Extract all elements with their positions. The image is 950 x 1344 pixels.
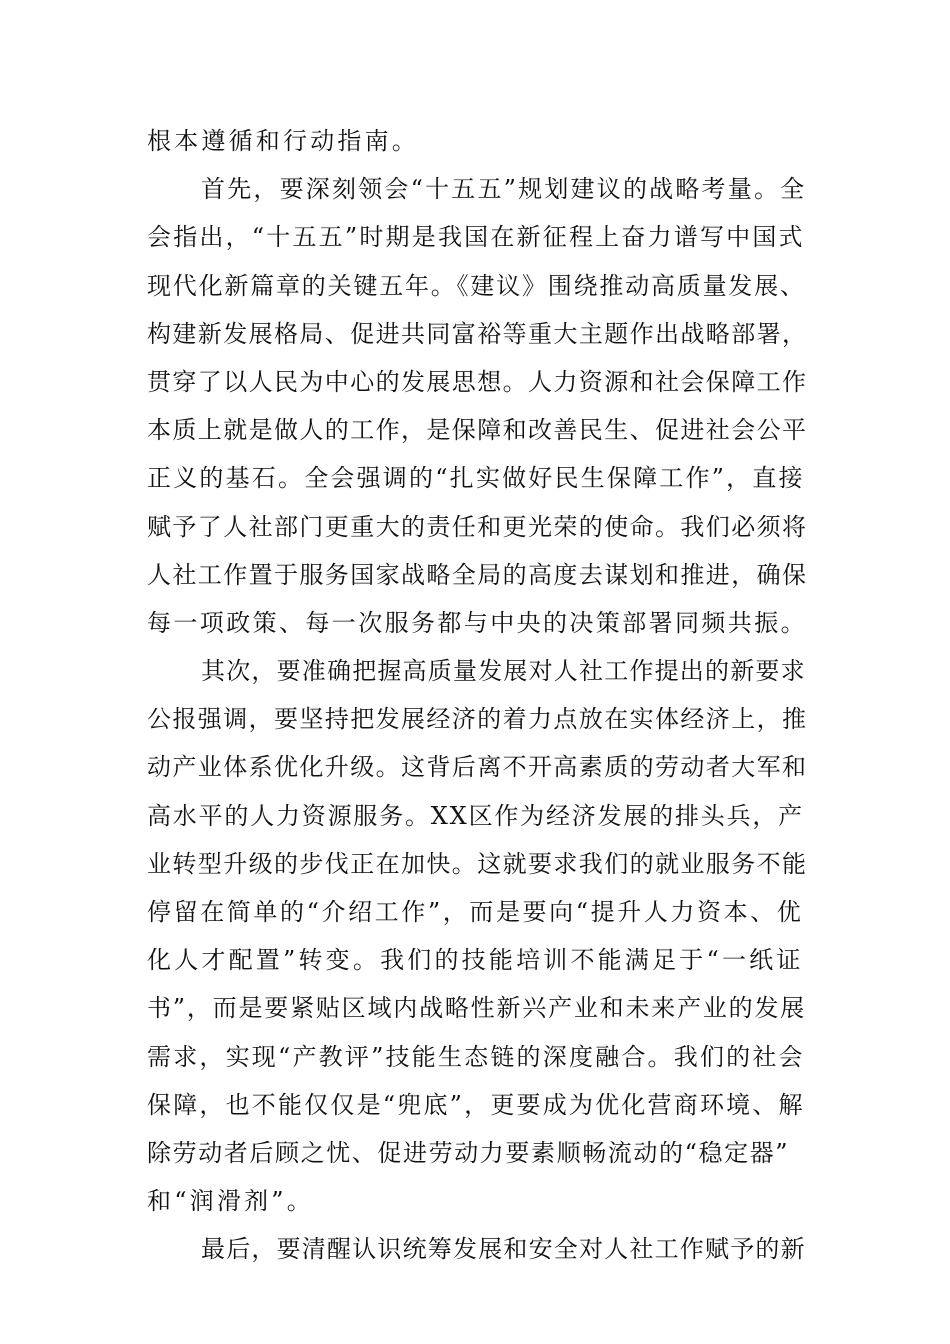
text-line: 动产业体系优化升级。这背后离不开高素质的劳动者大军和 <box>147 753 808 782</box>
text-line: 会指出，“十五五”时期是我国在新征程上奋力谱写中国式 <box>147 223 805 252</box>
text-line: 保障，也不能仅仅是“兜底”，更要成为优化营商环境、解 <box>147 1090 805 1119</box>
text-line: 业转型升级的步伐正在加快。这就要求我们的就业服务不能 <box>147 849 808 878</box>
text-line: 人社工作置于服务国家战略全局的高度去谋划和推进，确保 <box>147 560 808 589</box>
text-line: 停留在简单的“介绍工作”，而是要向“提升人力资本、优 <box>147 898 804 926</box>
paragraph-first-line: 其次，要准确把握高质量发展对人社工作提出的新要求 <box>201 657 806 686</box>
text-line: 每一项政策、每一次服务都与中央的决策部署同频共振。 <box>147 608 807 637</box>
text-line: 正义的基石。全会强调的“扎实做好民生保障工作”，直接 <box>147 464 805 493</box>
text-line: 高水平的人力资源服务。XX区作为经济发展的排头兵，产 <box>147 801 804 830</box>
text-line: 赋予了人社部门更重大的责任和更光荣的使命。我们必须将 <box>147 512 808 541</box>
text-line: 书”，而是要紧贴区域内战略性新兴产业和未来产业的发展 <box>147 994 807 1023</box>
paragraph-first-line: 首先，要深刻领会“十五五”规划建议的战略考量。全 <box>201 175 807 204</box>
text-line: 和“润滑剂”。 <box>147 1187 314 1216</box>
text-line: 除劳动者后顾之忧、促进劳动力要素顺畅流动的“稳定器” <box>147 1138 790 1167</box>
text-line: 构建新发展格局、促进共同富裕等重大主题作出战略部署， <box>147 319 808 348</box>
text-line: 现代化新篇章的关键五年。《建议》围绕推动高质量发展、 <box>147 271 806 300</box>
text-line: 需求，实现“产教评”技能生态链的深度融合。我们的社会 <box>147 1042 805 1071</box>
text-line: 贯穿了以人民为中心的发展思想。人力资源和社会保障工作 <box>147 367 808 396</box>
document-body <box>147 117 807 1274</box>
text-line: 本质上就是做人的工作，是保障和改善民生、促进社会公平 <box>147 416 808 445</box>
text-line: 根本遵循和行动指南。 <box>147 127 419 155</box>
text-line: 化人才配置”转变。我们的技能培训不能满足于“一纸证 <box>147 946 804 975</box>
paragraph-first-line: 最后，要清醒认识统筹发展和安全对人社工作赋予的新 <box>201 1235 806 1264</box>
text-line: 公报强调，要坚持把发展经济的着力点放在实体经济上，推 <box>147 705 808 734</box>
